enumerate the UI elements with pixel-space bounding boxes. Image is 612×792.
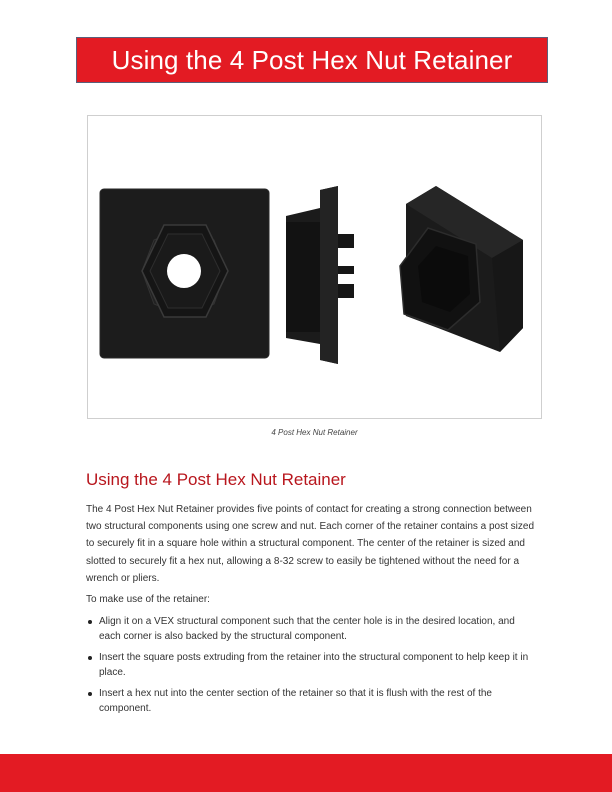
figure-caption: 4 Post Hex Nut Retainer <box>271 428 358 437</box>
list-item-text: Align it on a VEX structural component such that the center hole is in the desired location, and each corner is also backed by the structural component. <box>99 616 515 642</box>
retainer-side-view <box>286 186 354 364</box>
section-heading: Using the 4 Post Hex Nut Retainer <box>86 470 346 489</box>
list-item-text: Insert the square posts extruding from the retainer into the structural component to help keep it in place. <box>99 652 529 678</box>
bullet-icon <box>88 692 92 696</box>
body-paragraph: The 4 Post Hex Nut Retainer provides five points of contact for creating a strong connection between two structural components using one screw and nut. Each corner of the retainer contains a post sized to securely fit in a square hole within a structural component. The center of the retainer is sized and slotted to securely fit a hex nut, allowing a 8-32 screw to easily be tightened without the need for a wrench or pliers. <box>86 504 535 584</box>
retainer-angled-view <box>400 186 523 352</box>
footer-bar <box>0 754 612 792</box>
banner-title: Using the 4 Post Hex Nut Retainer <box>111 44 513 75</box>
retainer-top-view <box>100 189 269 358</box>
retainer-illustration <box>88 116 543 420</box>
bullet-icon <box>88 656 92 660</box>
list-item <box>86 614 538 644</box>
product-figure <box>87 115 542 419</box>
instruction-list <box>86 614 538 722</box>
bullet-icon <box>88 620 92 624</box>
list-item <box>86 686 538 716</box>
list-item <box>86 650 538 680</box>
title-banner <box>76 37 548 83</box>
list-item-text: Insert a hex nut into the center section of the retainer so that it is flush with the rest of the component. <box>99 688 492 714</box>
list-intro: To make use of the retainer: <box>86 594 210 605</box>
